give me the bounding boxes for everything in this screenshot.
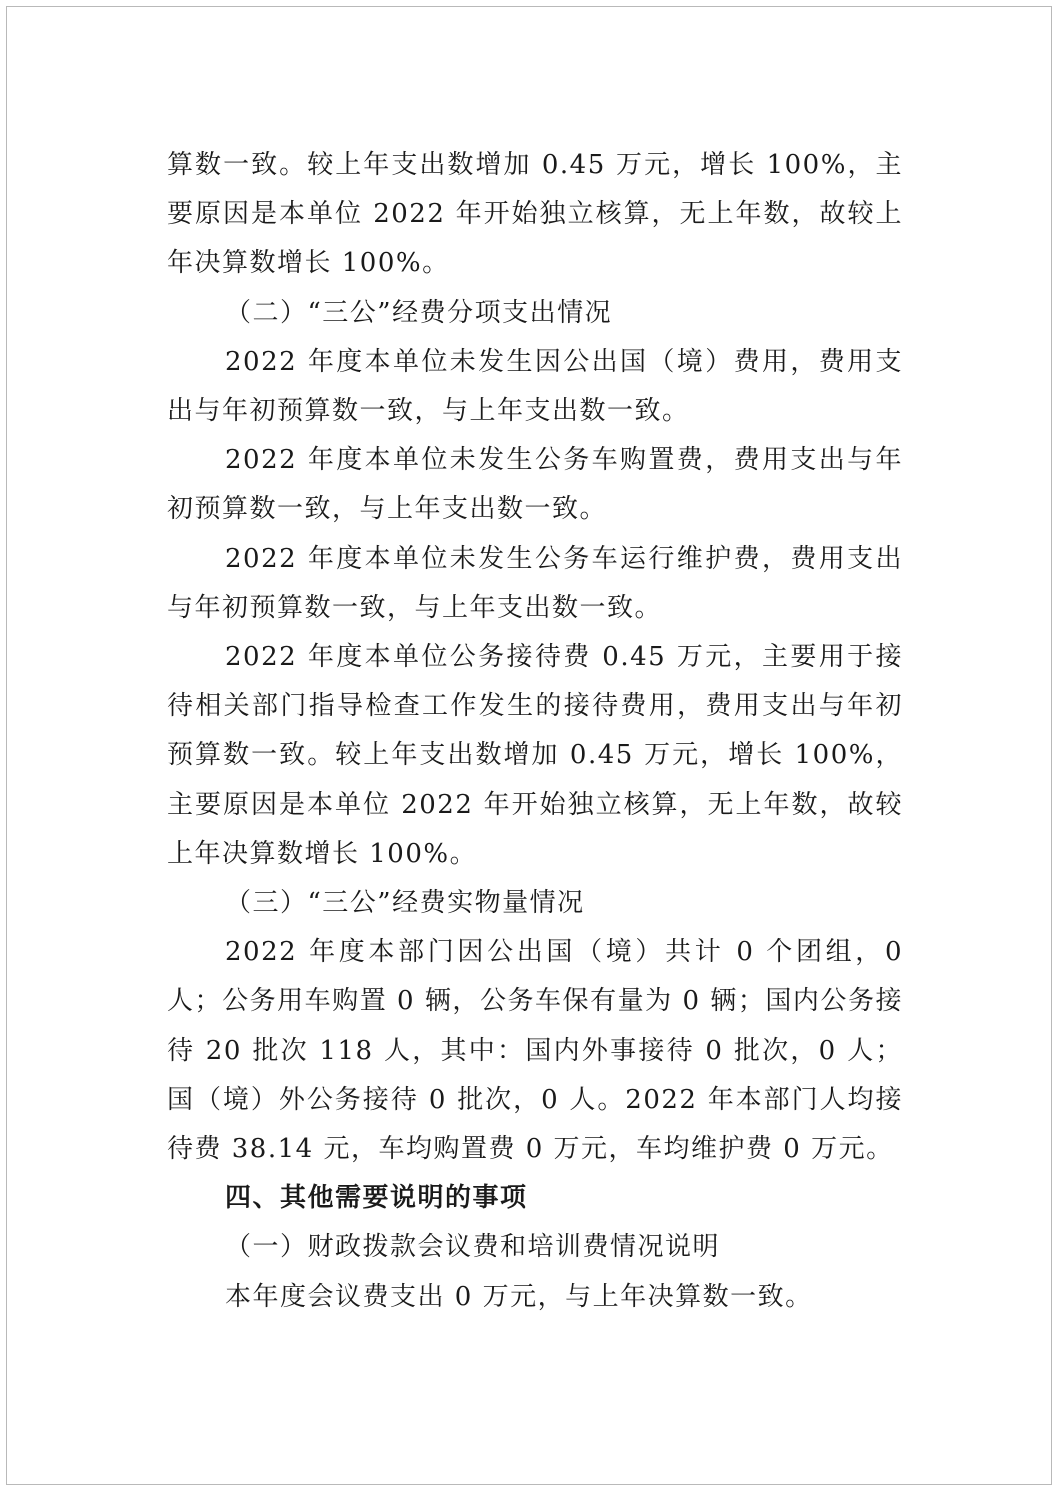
document-page xyxy=(6,6,1052,1485)
paragraph-vehicle-maintenance: 2022 年度本单位未发生公务车运行维护费，费用支出与年初预算数一致，与上年支出数一致。 xyxy=(167,543,903,623)
paragraph-reception-expenses: 2022 年度本单位公务接待费 0.45 万元，主要用于接待相关部门指导检查工作发生的接待费用，费用支出与年初预算数一致。较上年支出数增加 0.45 万元，增长 100%，主要原因是本单位 2022 年开始独立核算，无上年数，故较上年决算数增长 100%。 xyxy=(167,642,903,869)
paragraph-physical-quantities: 2022 年度本部门因公出国（境）共计 0 个团组，0 人；公务用车购置 0 辆，公务车保有量为 0 辆；国内公务接待 20 批次 118 人，其中：国内外事接待 0 批次，0 人；国（境）外公务接待 0 批次，0 人。2022 年本部门人均接待费 38.14 元，车均购置费 0 万元，车均维护费 0 万元。 xyxy=(167,937,903,1165)
paragraph-vehicle-purchase: 2022 年度本单位未发生公务车购置费，费用支出与年初预算数一致，与上年支出数一致。 xyxy=(167,445,903,525)
subheading-three-expenses-physical: （三）“三公”经费实物量情况 xyxy=(225,888,585,919)
document-body xyxy=(167,141,903,1322)
subheading-meeting-training: （一）财政拨款会议费和培训费情况说明 xyxy=(225,1232,721,1263)
paragraph-meeting-expenses: 本年度会议费支出 0 万元，与上年决算数一致。 xyxy=(225,1281,813,1312)
paragraph-continuation: 算数一致。较上年支出数增加 0.45 万元，增长 100%，主要原因是本单位 2022 年开始独立核算，无上年数，故较上年决算数增长 100%。 xyxy=(167,150,903,279)
paragraph-overseas-travel: 2022 年度本单位未发生因公出国（境）费用，费用支出与年初预算数一致，与上年支出数一致。 xyxy=(167,346,903,427)
section-heading-other-matters: 四、其他需要说明的事项 xyxy=(225,1183,528,1214)
subheading-three-expenses-itemized: （二）“三公”经费分项支出情况 xyxy=(225,297,613,328)
